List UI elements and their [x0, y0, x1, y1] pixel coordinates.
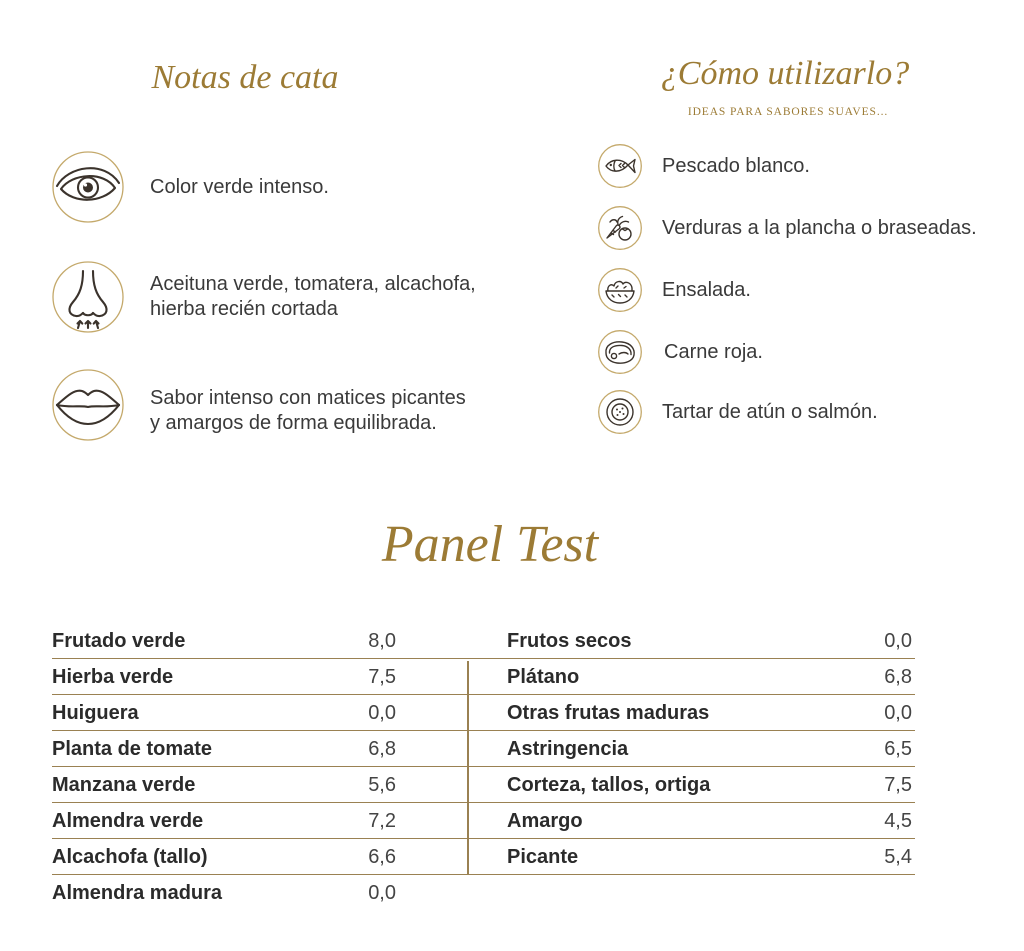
attribute-score: 6,6	[368, 846, 396, 868]
attribute-score: 7,5	[368, 666, 396, 688]
table-row	[52, 695, 468, 731]
attribute-label: Hierba verde	[52, 666, 174, 688]
usage-item-label: Carne roja.	[664, 341, 763, 363]
attribute-label: Huiguera	[52, 702, 139, 724]
table-row	[468, 803, 915, 839]
table-row	[468, 731, 915, 767]
attribute-label: Otras frutas maduras	[507, 702, 710, 724]
steak-icon	[598, 330, 642, 374]
tasting-note-text	[150, 386, 466, 436]
usage-item-label: Ensalada.	[662, 279, 751, 301]
nose-icon	[52, 261, 124, 333]
attribute-label: Almendra madura	[52, 882, 223, 904]
usage-title: ¿Cómo utilizarlo?	[660, 55, 910, 92]
attribute-score: 4,5	[884, 810, 912, 832]
attribute-score: 0,0	[368, 882, 396, 904]
panel-test-left-column	[52, 623, 468, 911]
attribute-score: 6,5	[884, 738, 912, 760]
attribute-label: Manzana verde	[52, 774, 196, 796]
table-row	[468, 767, 915, 803]
tasting-note-text	[150, 175, 329, 200]
table-row	[52, 623, 468, 659]
fish-icon	[598, 144, 642, 188]
tasting-note-text	[150, 272, 476, 322]
attribute-score: 0,0	[884, 702, 912, 724]
attribute-score: 8,0	[368, 630, 396, 652]
lips-icon	[52, 369, 124, 441]
attribute-score: 0,0	[368, 702, 396, 724]
attribute-score: 5,4	[884, 846, 912, 868]
attribute-label: Picante	[507, 846, 579, 868]
attribute-label: Plátano	[507, 666, 580, 688]
attribute-label: Frutos secos	[507, 630, 632, 652]
usage-item-label: Verduras a la plancha o braseadas.	[662, 217, 977, 239]
usage-item-red-meat	[598, 330, 763, 374]
panel-test-title: Panel Test	[381, 516, 599, 573]
tasting-note-line: y amargos de forma equilibrada.	[150, 412, 437, 434]
attribute-score: 0,0	[884, 630, 912, 652]
usage-item-label: Pescado blanco.	[662, 155, 810, 177]
table-row	[468, 623, 915, 659]
table-row	[52, 767, 468, 803]
table-row	[52, 875, 468, 911]
table-row	[468, 695, 915, 731]
attribute-label: Corteza, tallos, ortiga	[507, 774, 711, 796]
table-row	[52, 803, 468, 839]
tartare-plate-icon	[598, 390, 642, 434]
tasting-note-flavor	[52, 369, 466, 441]
usage-item-vegetables	[598, 206, 977, 250]
usage-item-salad	[598, 268, 751, 312]
panel-test-right-column	[468, 623, 915, 875]
usage-item-tartare	[598, 390, 878, 434]
attribute-label: Alcachofa (tallo)	[52, 846, 208, 868]
table-row	[52, 731, 468, 767]
eye-icon	[52, 151, 124, 223]
tasting-note-line: Sabor intenso con matices picantes	[150, 387, 466, 409]
salad-bowl-icon	[598, 268, 642, 312]
attribute-score: 6,8	[368, 738, 396, 760]
attribute-label: Almendra verde	[52, 810, 204, 832]
usage-item-label: Tartar de atún o salmón.	[662, 401, 878, 423]
tasting-notes-title: Notas de cata	[151, 59, 339, 96]
usage-subtitle: IDEAS PARA SABORES SUAVES...	[687, 106, 889, 118]
table-row	[468, 839, 915, 875]
table-row	[468, 659, 915, 695]
tasting-note-line: Aceituna verde, tomatera, alcachofa,	[150, 273, 476, 295]
table-row	[52, 839, 468, 875]
tasting-note-line: hierba recién cortada	[150, 298, 338, 320]
attribute-label: Frutado verde	[52, 630, 186, 652]
tasting-note-aroma	[52, 261, 476, 333]
attribute-score: 6,8	[884, 666, 912, 688]
attribute-label: Astringencia	[507, 738, 629, 760]
attribute-label: Planta de tomate	[52, 738, 213, 760]
attribute-label: Amargo	[507, 810, 583, 832]
table-row	[52, 659, 468, 695]
attribute-score: 7,2	[368, 810, 396, 832]
vegetables-icon	[598, 206, 642, 250]
attribute-score: 5,6	[368, 774, 396, 796]
tasting-note-line: Color verde intenso.	[150, 175, 329, 198]
tasting-note-color	[52, 151, 329, 223]
attribute-score: 7,5	[884, 774, 912, 796]
usage-item-fish	[598, 144, 810, 188]
